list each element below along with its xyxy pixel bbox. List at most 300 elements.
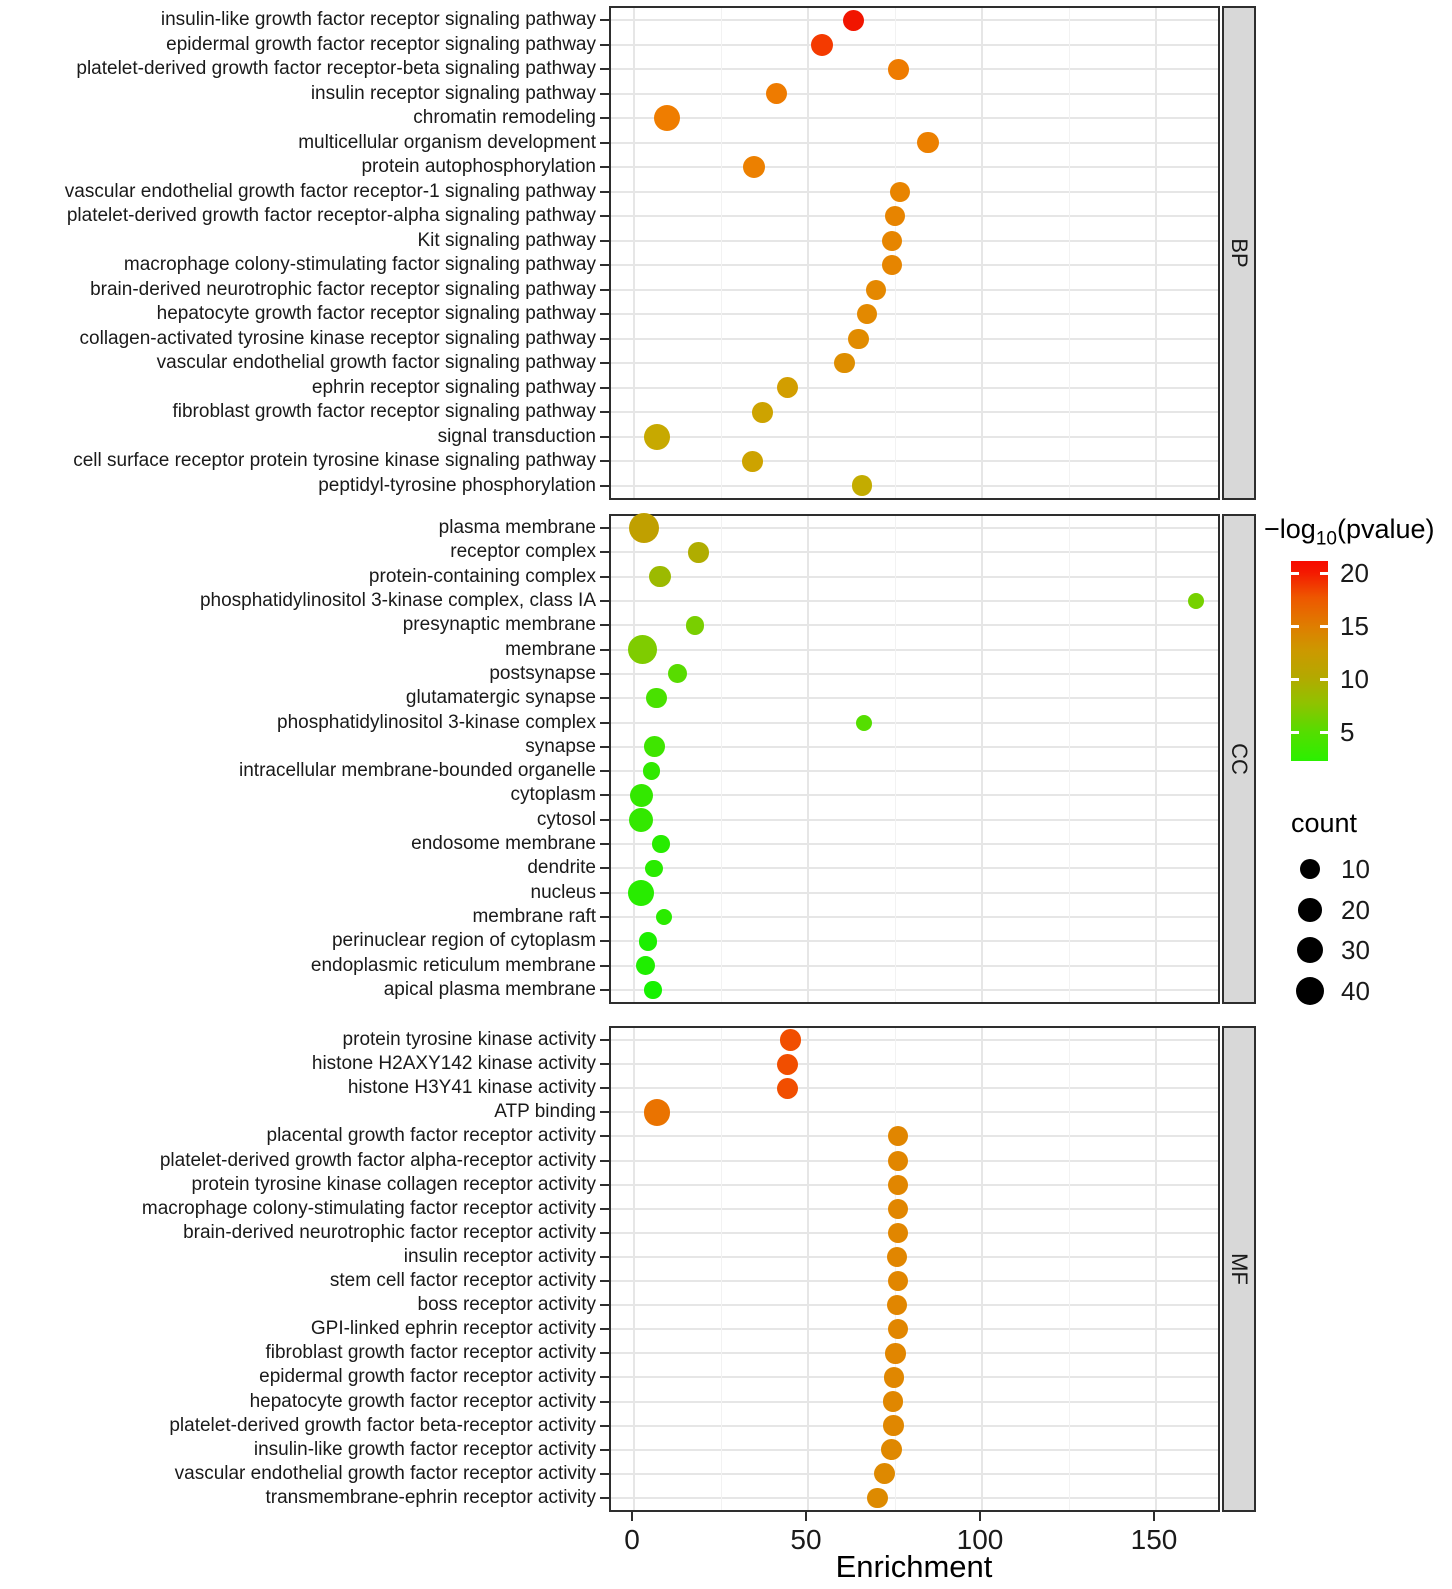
category-tick: [600, 819, 609, 821]
category-tick: [600, 1449, 609, 1451]
category-tick: [600, 44, 609, 46]
data-point: [885, 206, 905, 226]
gridline-horizontal: [611, 1184, 1218, 1186]
category-tick: [600, 362, 609, 364]
gridline-vertical-major: [1155, 1028, 1157, 1510]
category-tick: [600, 1401, 609, 1403]
category-tick: [600, 649, 609, 651]
x-tick-label: 50: [790, 1524, 822, 1555]
data-point: [882, 231, 902, 251]
category-label: glutamatergic synapse: [405, 687, 596, 709]
x-axis-title: Enrichment: [835, 1549, 993, 1584]
category-label: boss receptor activity: [417, 1294, 596, 1316]
count-legend-dot: [1300, 859, 1320, 879]
category-label: endoplasmic reticulum membrane: [310, 954, 596, 976]
data-point: [888, 59, 909, 80]
category-label: platelet-derived growth factor beta-receptor activity: [169, 1414, 596, 1436]
gridline-horizontal: [611, 697, 1218, 699]
gridline-horizontal: [611, 68, 1218, 70]
colorbar-tick-left: [1291, 731, 1299, 734]
gridline-horizontal: [611, 387, 1218, 389]
gridline-horizontal: [611, 289, 1218, 291]
gridline-vertical-major: [981, 1028, 983, 1510]
data-point: [777, 377, 798, 398]
data-point: [888, 1271, 908, 1291]
gridline-horizontal: [611, 362, 1218, 364]
gridline-horizontal: [611, 1280, 1218, 1282]
gridline-horizontal: [611, 1304, 1218, 1306]
category-label: fibroblast growth factor receptor activity: [265, 1342, 596, 1364]
category-tick: [600, 1063, 609, 1065]
gridline-vertical-major: [633, 8, 635, 498]
gridline-vertical-minor: [1069, 1028, 1070, 1510]
gridline-vertical-major: [981, 8, 983, 498]
category-tick: [600, 1160, 609, 1162]
data-point: [654, 105, 680, 131]
gridline-horizontal: [611, 746, 1218, 748]
category-tick: [600, 1328, 609, 1330]
x-tick-label: 100: [956, 1524, 1004, 1555]
gridline-horizontal: [611, 240, 1218, 242]
data-point: [639, 932, 658, 951]
gridline-vertical-minor: [721, 8, 722, 498]
category-tick: [600, 1425, 609, 1427]
gridline-horizontal: [611, 460, 1218, 462]
category-tick: [600, 289, 609, 291]
category-tick: [600, 794, 609, 796]
data-point: [857, 304, 877, 324]
facet-strip-label: CC: [1227, 743, 1252, 775]
category-label: chromatin remodeling: [413, 107, 596, 129]
data-point: [888, 1151, 908, 1171]
category-tick: [600, 1280, 609, 1282]
category-tick: [600, 867, 609, 869]
gridline-horizontal: [611, 1208, 1218, 1210]
gridline-horizontal: [611, 916, 1218, 918]
category-label: macrophage colony-stimulating factor receptor activity: [141, 1197, 596, 1219]
gridline-vertical-minor: [895, 1028, 896, 1510]
gridline-horizontal: [611, 892, 1218, 894]
category-tick: [600, 411, 609, 413]
category-label: signal transduction: [437, 425, 596, 447]
category-label: receptor complex: [450, 541, 596, 563]
category-label: insulin receptor activity: [403, 1245, 596, 1267]
data-point: [883, 1391, 903, 1411]
category-label: cytosol: [536, 808, 596, 830]
data-point: [629, 513, 659, 543]
gridline-horizontal: [611, 1376, 1218, 1378]
category-tick: [600, 485, 609, 487]
category-label: histone H3Y41 kinase activity: [347, 1077, 596, 1099]
category-label: insulin-like growth factor receptor signaling pathway: [160, 9, 596, 31]
data-point: [888, 1126, 908, 1146]
category-tick: [600, 843, 609, 845]
category-tick: [600, 68, 609, 70]
count-legend-title: count: [1291, 808, 1358, 838]
gridline-vertical-major: [807, 1028, 809, 1510]
category-label: insulin-like growth factor receptor activity: [253, 1438, 596, 1460]
category-label: cell surface receptor protein tyrosine kinase signaling pathway: [73, 450, 596, 472]
x-tick: [979, 1512, 981, 1521]
gridline-horizontal: [611, 1232, 1218, 1234]
data-point: [888, 1319, 908, 1339]
category-label: phosphatidylinositol 3-kinase complex: [277, 711, 596, 733]
gridline-horizontal: [611, 166, 1218, 168]
facet-panel-CC: [609, 514, 1220, 1004]
gridline-horizontal: [611, 1063, 1218, 1065]
gridline-horizontal: [611, 965, 1218, 967]
category-label: ATP binding: [494, 1101, 596, 1123]
category-label: Kit signaling pathway: [417, 229, 596, 251]
data-point: [883, 1415, 903, 1435]
category-label: membrane raft: [472, 905, 596, 927]
data-point: [628, 635, 657, 664]
data-point: [629, 808, 653, 832]
category-tick: [600, 697, 609, 699]
gridline-horizontal: [611, 794, 1218, 796]
gridline-vertical-minor: [721, 1028, 722, 1510]
count-legend-dot: [1297, 937, 1323, 963]
gridline-horizontal: [611, 19, 1218, 21]
data-point: [630, 784, 654, 808]
gridline-horizontal: [611, 1160, 1218, 1162]
category-tick: [600, 142, 609, 144]
category-label: epidermal growth factor receptor signaling pathway: [166, 33, 596, 55]
category-label: plasma membrane: [438, 517, 596, 539]
x-tick: [805, 1512, 807, 1521]
data-point: [686, 616, 705, 635]
gridline-vertical-major: [633, 516, 635, 1002]
data-point: [636, 956, 655, 975]
category-label: postsynapse: [489, 662, 596, 684]
colorbar-tick-left: [1291, 625, 1299, 628]
data-point: [752, 402, 773, 423]
facet-panel-MF: [609, 1026, 1220, 1512]
category-label: cytoplasm: [510, 784, 596, 806]
data-point: [811, 34, 833, 56]
category-label: placental growth factor receptor activity: [266, 1125, 596, 1147]
category-tick: [600, 527, 609, 529]
data-point: [645, 860, 662, 877]
facet-strip-BP: [1222, 6, 1256, 500]
category-label: epidermal growth factor receptor activity: [259, 1366, 596, 1388]
category-tick: [600, 965, 609, 967]
data-point: [644, 736, 665, 757]
category-tick: [600, 1111, 609, 1113]
category-tick: [600, 1497, 609, 1499]
count-legend-label: 20: [1341, 895, 1370, 925]
count-legend-dot: [1296, 977, 1325, 1006]
category-label: apical plasma membrane: [383, 978, 596, 1000]
category-label: platelet-derived growth factor receptor-alpha signaling pathway: [66, 205, 596, 227]
category-label: brain-derived neurotrophic factor receptor activity: [183, 1221, 596, 1243]
gridline-vertical-minor: [895, 8, 896, 498]
category-label: hepatocyte growth factor receptor activity: [249, 1390, 596, 1412]
category-label: membrane: [505, 638, 596, 660]
category-label: platelet-derived growth factor alpha-receptor activity: [159, 1149, 596, 1171]
category-tick: [600, 940, 609, 942]
category-tick: [600, 1352, 609, 1354]
category-label: vascular endothelial growth factor receptor-1 signaling pathway: [64, 180, 596, 202]
category-label: ephrin receptor signaling pathway: [311, 376, 596, 398]
data-point: [743, 156, 765, 178]
gridline-horizontal: [611, 673, 1218, 675]
count-legend-label: 40: [1341, 976, 1370, 1006]
gridline-horizontal: [611, 1039, 1218, 1041]
data-point: [874, 1463, 895, 1484]
gridline-horizontal: [611, 338, 1218, 340]
x-tick-label: 0: [624, 1524, 640, 1555]
data-point: [834, 353, 854, 373]
data-point: [777, 1054, 798, 1075]
data-point: [656, 909, 673, 926]
category-tick: [600, 1135, 609, 1137]
gridline-horizontal: [611, 940, 1218, 942]
data-point: [742, 451, 763, 472]
data-point: [766, 83, 787, 104]
data-point: [848, 329, 868, 349]
facet-strip-label: BP: [1227, 238, 1252, 268]
category-tick: [600, 1304, 609, 1306]
category-label: hepatocyte growth factor receptor signaling pathway: [156, 303, 596, 325]
colorbar-tick-label: 10: [1340, 663, 1369, 694]
data-point: [887, 1247, 907, 1267]
data-point: [866, 280, 886, 300]
category-label: protein autophosphorylation: [361, 156, 596, 178]
data-point: [888, 1223, 908, 1243]
x-tick: [631, 1512, 633, 1521]
gridline-horizontal: [611, 1328, 1218, 1330]
gridline-horizontal: [611, 527, 1218, 529]
gridline-horizontal: [611, 117, 1218, 119]
category-tick: [600, 989, 609, 991]
category-label: vascular endothelial growth factor receptor activity: [174, 1462, 596, 1484]
category-label: histone H2AXY142 kinase activity: [311, 1053, 596, 1075]
gridline-vertical-minor: [721, 516, 722, 1002]
category-tick: [600, 338, 609, 340]
data-point: [887, 1295, 907, 1315]
gridline-horizontal: [611, 1135, 1218, 1137]
category-tick: [600, 1039, 609, 1041]
data-point: [777, 1078, 798, 1099]
data-point: [644, 1099, 670, 1125]
category-tick: [600, 673, 609, 675]
gridline-vertical-major: [807, 516, 809, 1002]
colorbar-tick-right: [1320, 625, 1328, 628]
category-tick: [600, 1232, 609, 1234]
gridline-vertical-major: [633, 1028, 635, 1510]
category-tick: [600, 1184, 609, 1186]
color-legend-title-prefix: −log: [1264, 514, 1316, 544]
category-tick: [600, 770, 609, 772]
data-point: [628, 880, 654, 906]
category-label: multicellular organism development: [298, 131, 596, 153]
gridline-horizontal: [611, 44, 1218, 46]
gridline-horizontal: [611, 485, 1218, 487]
data-point: [885, 1343, 905, 1363]
colorbar-tick-right: [1320, 572, 1328, 575]
gridline-horizontal: [611, 436, 1218, 438]
category-label: perinuclear region of cytoplasm: [331, 930, 596, 952]
category-label: transmembrane-ephrin receptor activity: [265, 1486, 596, 1508]
category-tick: [600, 240, 609, 242]
data-point: [882, 255, 902, 275]
data-point: [881, 1439, 902, 1460]
colorbar-tick-label: 20: [1340, 557, 1369, 588]
category-tick: [600, 551, 609, 553]
gridline-horizontal: [611, 989, 1218, 991]
category-label: platelet-derived growth factor receptor-beta signaling pathway: [76, 58, 596, 80]
count-legend-label: 10: [1341, 854, 1370, 884]
gridline-horizontal: [611, 142, 1218, 144]
category-tick: [600, 313, 609, 315]
gridline-vertical-minor: [1069, 516, 1070, 1002]
gridline-horizontal: [611, 93, 1218, 95]
category-tick: [600, 1087, 609, 1089]
category-tick: [600, 93, 609, 95]
category-label: macrophage colony-stimulating factor signaling pathway: [123, 254, 596, 276]
category-label: presynaptic membrane: [402, 614, 596, 636]
gridline-horizontal: [611, 191, 1218, 193]
gridline-vertical-major: [981, 516, 983, 1002]
x-tick: [1153, 1512, 1155, 1521]
x-tick-label: 150: [1130, 1524, 1178, 1555]
category-tick: [600, 892, 609, 894]
gridline-horizontal: [611, 1497, 1218, 1499]
gridline-horizontal: [611, 843, 1218, 845]
facet-strip-label: MF: [1227, 1253, 1252, 1285]
data-point: [888, 1199, 908, 1219]
data-point: [843, 10, 864, 31]
colorbar-tick-label: 5: [1340, 716, 1355, 747]
count-legend-dot: [1298, 898, 1322, 922]
data-point: [867, 1488, 888, 1509]
gridline-horizontal: [611, 1473, 1218, 1475]
data-point: [652, 835, 669, 852]
category-tick: [600, 1208, 609, 1210]
category-tick: [600, 460, 609, 462]
data-point: [643, 762, 660, 779]
facet-strip-CC: [1222, 514, 1256, 1004]
category-label: dendrite: [527, 857, 596, 879]
colorbar-tick-left: [1291, 678, 1299, 681]
gridline-horizontal: [611, 1449, 1218, 1451]
category-tick: [600, 746, 609, 748]
gridline-horizontal: [611, 313, 1218, 315]
gridline-horizontal: [611, 722, 1218, 724]
data-point: [852, 475, 873, 496]
gridline-horizontal: [611, 264, 1218, 266]
category-tick: [600, 117, 609, 119]
category-tick: [600, 166, 609, 168]
category-tick: [600, 722, 609, 724]
gridline-horizontal: [611, 1401, 1218, 1403]
color-legend-title-subscript: 10: [1315, 528, 1337, 550]
colorbar-tick-label: 15: [1340, 610, 1369, 641]
gridline-horizontal: [611, 1352, 1218, 1354]
data-point: [646, 688, 666, 708]
data-point: [668, 664, 687, 683]
gridline-horizontal: [611, 1256, 1218, 1258]
gridline-horizontal: [611, 600, 1218, 602]
category-label: phosphatidylinositol 3-kinase complex, class IA: [199, 590, 596, 612]
color-legend-title: [1264, 514, 1452, 548]
gridline-horizontal: [611, 1425, 1218, 1427]
category-tick: [600, 916, 609, 918]
category-label: vascular endothelial growth factor signaling pathway: [156, 352, 596, 374]
category-label: synapse: [525, 735, 596, 757]
category-label: protein-containing complex: [368, 565, 596, 587]
gridline-horizontal: [611, 649, 1218, 651]
category-label: GPI-linked ephrin receptor activity: [310, 1318, 596, 1340]
category-tick: [600, 1376, 609, 1378]
data-point: [649, 566, 670, 587]
category-label: peptidyl-tyrosine phosphorylation: [318, 474, 596, 496]
color-legend-title-suffix: (pvalue): [1336, 514, 1435, 544]
colorbar-tick-right: [1320, 731, 1328, 734]
category-tick: [600, 1473, 609, 1475]
category-tick: [600, 264, 609, 266]
category-tick: [600, 387, 609, 389]
facet-strip-MF: [1222, 1026, 1256, 1512]
data-point: [644, 424, 670, 450]
gridline-horizontal: [611, 1087, 1218, 1089]
category-label: protein tyrosine kinase activity: [342, 1029, 596, 1051]
category-label: collagen-activated tyrosine kinase receptor signaling pathway: [79, 327, 596, 349]
data-point: [888, 1175, 908, 1195]
gridline-horizontal: [611, 411, 1218, 413]
data-point: [780, 1029, 801, 1050]
count-legend-label: 30: [1341, 935, 1370, 965]
category-label: nucleus: [530, 881, 596, 903]
category-label: endosome membrane: [411, 833, 596, 855]
data-point: [644, 981, 661, 998]
category-tick: [600, 576, 609, 578]
category-label: insulin receptor signaling pathway: [310, 82, 596, 104]
facet-panel-BP: [609, 6, 1220, 500]
category-tick: [600, 1256, 609, 1258]
data-point: [917, 132, 938, 153]
gridline-vertical-major: [1155, 516, 1157, 1002]
gridline-horizontal: [611, 576, 1218, 578]
gridline-horizontal: [611, 867, 1218, 869]
data-point: [884, 1367, 904, 1387]
gridline-vertical-major: [1155, 8, 1157, 498]
gridline-vertical-major: [807, 8, 809, 498]
category-label: stem cell factor receptor activity: [329, 1270, 596, 1292]
category-tick: [600, 19, 609, 21]
gridline-horizontal: [611, 770, 1218, 772]
category-tick: [600, 191, 609, 193]
category-tick: [600, 215, 609, 217]
category-tick: [600, 624, 609, 626]
category-tick: [600, 436, 609, 438]
gridline-horizontal: [611, 215, 1218, 217]
colorbar-tick-right: [1320, 678, 1328, 681]
gridline-vertical-minor: [895, 516, 896, 1002]
data-point: [856, 715, 872, 731]
data-point: [688, 542, 708, 562]
category-label: fibroblast growth factor receptor signaling pathway: [172, 401, 596, 423]
data-point: [1188, 593, 1204, 609]
data-point: [890, 182, 910, 202]
colorbar-tick-left: [1291, 572, 1299, 575]
category-label: intracellular membrane-bounded organelle: [239, 760, 596, 782]
category-label: brain-derived neurotrophic factor receptor signaling pathway: [90, 278, 596, 300]
gridline-vertical-minor: [1069, 8, 1070, 498]
category-tick: [600, 600, 609, 602]
category-label: protein tyrosine kinase collagen receptor activity: [191, 1173, 596, 1195]
